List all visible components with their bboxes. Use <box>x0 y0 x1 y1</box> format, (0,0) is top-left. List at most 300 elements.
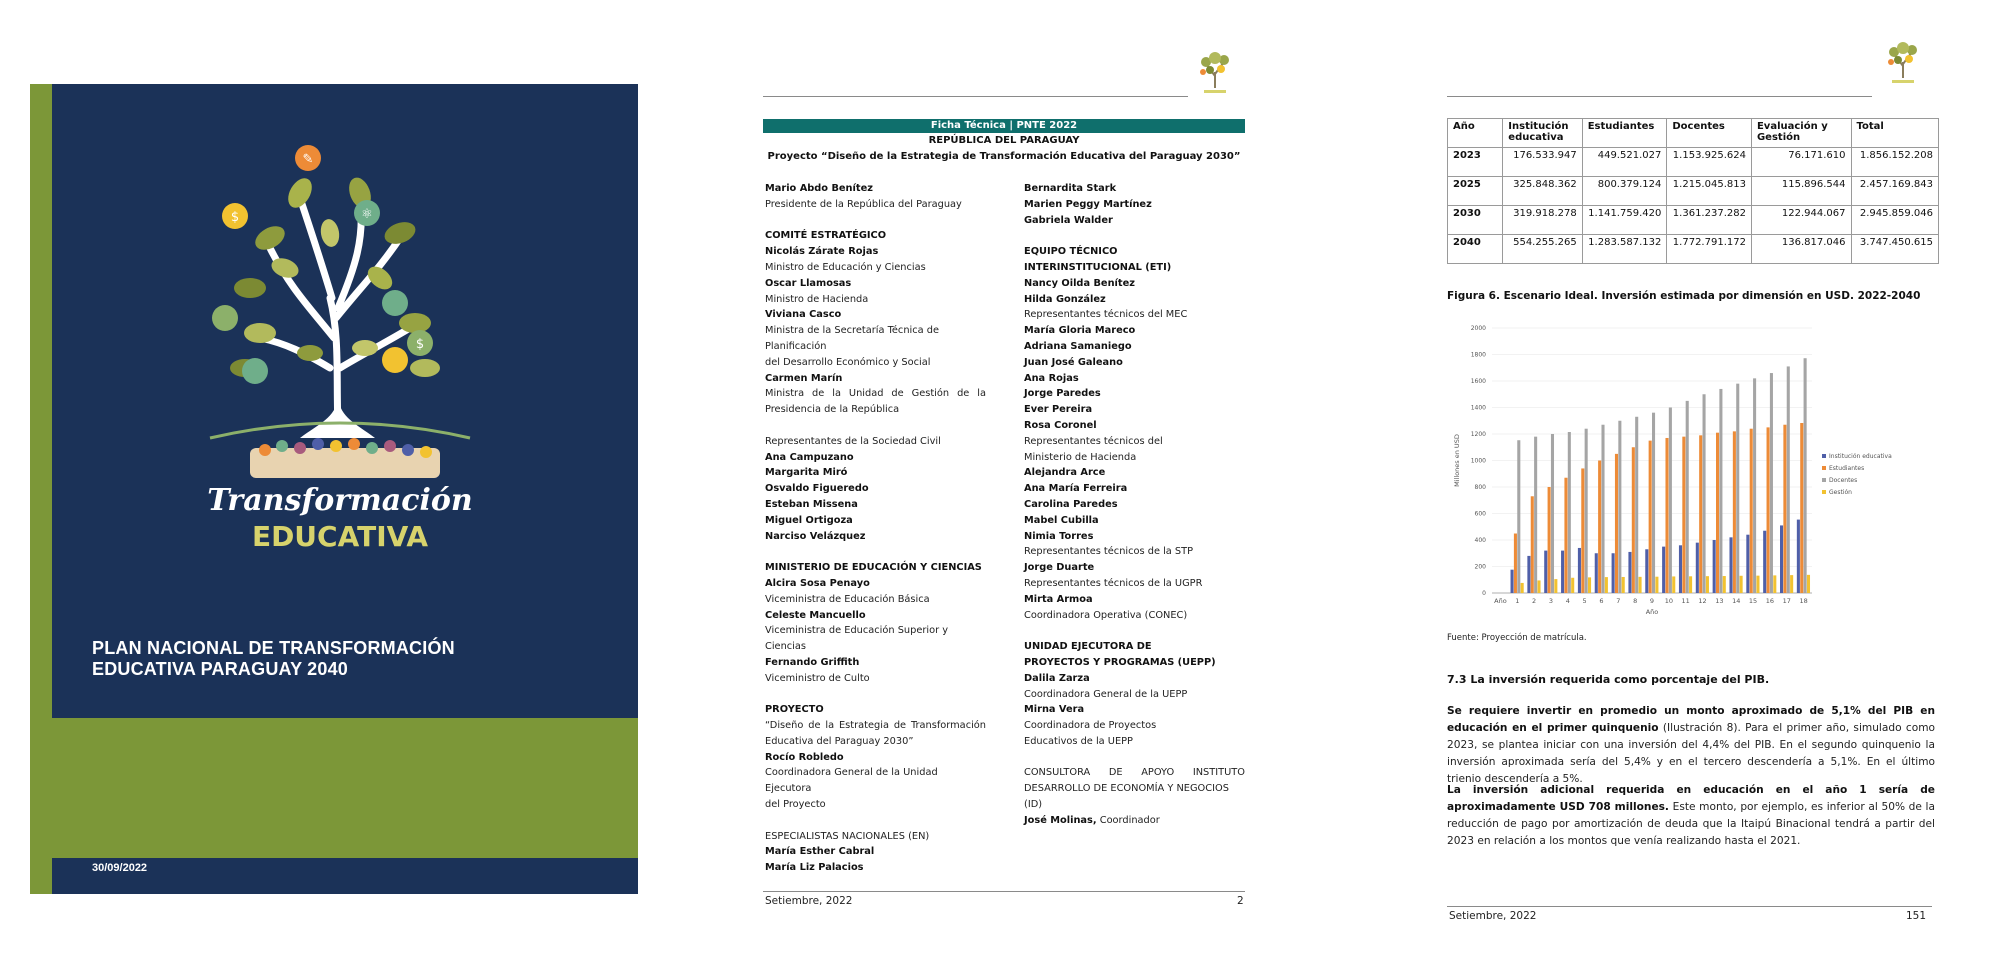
credits-left-column <box>765 181 986 876</box>
teacher-icon <box>212 305 238 331</box>
credit-text: EQUIPO TÉCNICO <box>1024 246 1118 258</box>
paragraph-additional-bold: La inversión adicional requerida en educación en el año 1 sería de aproximadamente USD 708 millones. <box>1447 784 1935 813</box>
x-tick-label: 18 <box>1799 597 1808 605</box>
footer-date: Setiembre, 2022 <box>765 895 853 907</box>
bar <box>1719 389 1722 593</box>
credit-text: “Diseño de la Estrategia de Transformación <box>765 720 986 732</box>
credit-name <box>765 860 986 876</box>
credit-text: Dalila Zarza <box>1024 672 1090 684</box>
credit-suffix: Coordinador <box>1096 814 1160 826</box>
bar <box>1713 540 1716 593</box>
bar <box>1665 438 1668 593</box>
credit-text: María Esther Cabral <box>765 846 875 858</box>
credit-text: Gabriela Walder <box>1024 214 1113 226</box>
credit-text: Representantes de la Sociedad Civil <box>765 435 941 447</box>
y-tick-label: 800 <box>1474 484 1486 491</box>
legend-swatch <box>1822 490 1826 494</box>
y-tick-label: 1600 <box>1470 378 1486 385</box>
page-number: 151 <box>1906 910 1927 922</box>
credit-role <box>765 323 986 355</box>
bar <box>1746 535 1749 593</box>
credit-text: Carolina Paredes <box>1024 498 1118 510</box>
bar <box>1767 427 1770 593</box>
credit-text: Osvaldo Figueredo <box>765 483 869 495</box>
credit-text: Hilda González <box>1024 293 1106 305</box>
credit-role <box>1024 781 1245 813</box>
credit-text: Coordinadora General de la UEPP <box>1024 688 1188 700</box>
bar <box>1672 576 1675 593</box>
col-header: Año <box>1448 119 1503 148</box>
credit-name <box>765 560 986 576</box>
spacer <box>1024 228 1245 244</box>
credit-text: Representantes técnicos de la STP <box>1024 546 1194 558</box>
credit-text: Rocío Robledo <box>765 751 844 763</box>
col-header: Docentes <box>1667 119 1752 148</box>
republic-heading: REPÚBLICA DEL PARAGUAY <box>928 135 1080 146</box>
paragraph-pib-bold: Se requiere invertir en promedio un monto aproximado de 5,1% del PIB en educación en el primer quinquenio <box>1447 705 1935 734</box>
bar <box>1716 433 1719 593</box>
credit-text: Viviana Casco <box>765 309 842 321</box>
credit-text: del Proyecto <box>765 799 826 811</box>
bar <box>1581 468 1584 593</box>
bar <box>1706 576 1709 593</box>
value-cell: 1.141.759.420 <box>1582 206 1667 235</box>
credit-name <box>1024 244 1245 260</box>
credit-text: Ministro de Educación y Ciencias <box>765 261 926 273</box>
value-cell: 76.171.610 <box>1751 148 1851 177</box>
credit-name <box>1024 481 1245 497</box>
bar <box>1723 576 1726 593</box>
credit-text: Marien Peggy Martínez <box>1024 198 1152 210</box>
credit-text: Coordinadora de Proyectos <box>1024 720 1157 732</box>
spacer <box>1024 750 1245 766</box>
credit-text: Ministra de la Secretaría Técnica de Planificación <box>765 325 939 352</box>
credit-name <box>765 276 986 292</box>
legend-label: Gestión <box>1829 489 1852 496</box>
credit-name <box>765 181 986 197</box>
credit-name <box>765 228 986 244</box>
credit-text: Bernardita Stark <box>1024 183 1117 194</box>
credit-name <box>765 450 986 466</box>
bar <box>1679 545 1682 593</box>
year-cell: 2030 <box>1448 206 1503 235</box>
credit-name <box>1024 402 1245 418</box>
project-heading: Proyecto “Diseño de la Estrategia de Transformación Educativa del Paraguay 2030” <box>767 151 1241 162</box>
cover-title-line2: EDUCATIVA PARAGUAY 2040 <box>92 659 349 679</box>
value-cell: 1.856.152.208 <box>1851 148 1939 177</box>
credit-name <box>1024 323 1245 339</box>
bar <box>1733 431 1736 593</box>
bar <box>1649 441 1652 593</box>
credit-role <box>1024 576 1245 592</box>
bar <box>1686 401 1689 593</box>
bar <box>1511 570 1514 593</box>
credit-role <box>765 671 986 687</box>
credit-name <box>1024 197 1245 213</box>
logo-word-educativa: EDUCATIVA <box>251 520 429 553</box>
credit-name <box>1024 560 1245 576</box>
legend-swatch <box>1822 454 1826 458</box>
credit-role <box>765 734 986 750</box>
legend-label: Institución educativa <box>1829 453 1892 460</box>
bar <box>1753 378 1756 593</box>
credit-text: Rosa Coronel <box>1024 419 1097 431</box>
credit-text: Oscar Llamosas <box>765 277 852 289</box>
spacer <box>765 544 986 560</box>
credit-name <box>1024 671 1245 687</box>
value-cell: 3.747.450.615 <box>1851 235 1939 264</box>
credit-name <box>1024 181 1245 197</box>
header-logo-icon <box>1198 50 1232 98</box>
value-cell: 325.848.362 <box>1503 177 1582 206</box>
credit-name <box>765 465 986 481</box>
credit-name <box>765 702 986 718</box>
credit-text: Representantes técnicos del <box>1024 435 1163 447</box>
credit-name <box>1024 418 1245 434</box>
table-row <box>1448 206 1939 235</box>
bar <box>1655 577 1658 593</box>
x-tick-label: 8 <box>1633 597 1638 605</box>
bar <box>1612 553 1615 593</box>
credit-role <box>1024 608 1245 624</box>
paragraph-additional <box>1447 782 1935 850</box>
bar <box>1531 496 1534 593</box>
value-cell: 2.945.859.046 <box>1851 206 1939 235</box>
credit-name <box>765 655 986 671</box>
svg-text:$: $ <box>415 337 425 352</box>
credit-text: del Desarrollo Económico y Social <box>765 356 931 368</box>
x-tick-label: Año <box>1494 597 1507 605</box>
y-tick-label: 200 <box>1474 563 1486 571</box>
credit-text: Juan José Galeano <box>1024 356 1123 368</box>
value-cell: 1.215.045.813 <box>1667 177 1752 206</box>
x-tick-label: 4 <box>1565 597 1570 605</box>
bar <box>1605 577 1608 593</box>
credit-text: Coordinadora General de la Unidad Ejecutora <box>765 767 938 795</box>
bar <box>1783 425 1786 593</box>
credit-name <box>1024 639 1245 655</box>
bar <box>1588 577 1591 593</box>
value-cell: 176.533.947 <box>1503 148 1582 177</box>
bar <box>1790 575 1793 593</box>
bar <box>1534 437 1537 593</box>
credit-name <box>765 513 986 529</box>
credit-name <box>1024 339 1245 355</box>
credit-text: Narciso Velázquez <box>765 530 866 542</box>
credit-text: Viceministra de Educación Básica <box>765 593 930 605</box>
x-tick-label: 17 <box>1782 597 1791 605</box>
credit-text: Ministerio de Hacienda <box>1024 451 1137 463</box>
footer-date: Setiembre, 2022 <box>1449 910 1537 922</box>
people-group <box>250 438 440 478</box>
credit-text: Nimia Torres <box>1024 530 1094 542</box>
credit-text: Jorge Duarte <box>1024 562 1095 574</box>
bar <box>1639 577 1642 593</box>
value-cell: 115.896.544 <box>1751 177 1851 206</box>
credit-text: Ana María Ferreira <box>1024 483 1128 495</box>
credit-text: Nancy Oilda Benítez <box>1024 277 1135 289</box>
credit-text: Ana Campuzano <box>765 451 854 463</box>
bar <box>1618 421 1621 593</box>
credit-text: Esteban Missena <box>765 498 858 510</box>
credit-name <box>1024 592 1245 608</box>
value-cell: 122.944.067 <box>1751 206 1851 235</box>
header-rule <box>763 96 1188 97</box>
credit-role <box>1024 307 1245 323</box>
year-cell: 2023 <box>1448 148 1503 177</box>
bar <box>1521 583 1524 593</box>
credit-name <box>765 497 986 513</box>
credit-role <box>1024 765 1245 781</box>
legend-label: Docentes <box>1829 477 1858 484</box>
x-tick-label: 14 <box>1732 597 1741 605</box>
credit-name <box>1024 355 1245 371</box>
credit-name <box>1024 497 1245 513</box>
credit-text: Jorge Paredes <box>1024 388 1101 400</box>
bar <box>1696 543 1699 593</box>
credit-name <box>1024 292 1245 308</box>
bar <box>1628 552 1631 593</box>
spacer <box>765 213 986 229</box>
credit-name <box>1024 276 1245 292</box>
x-tick-label: 1 <box>1515 597 1520 605</box>
bar <box>1800 423 1803 593</box>
credits-right-column <box>1024 181 1245 829</box>
credit-text: María Gloria Mareco <box>1024 325 1136 337</box>
credit-role <box>1024 734 1245 750</box>
bar <box>1780 525 1783 593</box>
credit-role <box>765 623 986 655</box>
credit-text: PROYECTOS Y PROGRAMAS (UEPP) <box>1024 656 1216 668</box>
credit-role <box>765 386 986 402</box>
bar <box>1517 440 1520 593</box>
credit-text: Alejandra Arce <box>1024 467 1106 479</box>
bar <box>1807 575 1810 593</box>
credit-name <box>765 529 986 545</box>
credit-text: CONSULTORA DE APOYO INSTITUTO <box>1024 767 1245 779</box>
x-tick-label: 5 <box>1582 597 1587 605</box>
cover-green-band <box>52 718 638 858</box>
bar <box>1601 425 1604 593</box>
col-header: Total <box>1851 119 1939 148</box>
credit-role <box>765 402 986 418</box>
y-tick-label: 2000 <box>1470 325 1486 332</box>
header-logo-icon <box>1886 40 1920 88</box>
credit-text: Representantes técnicos de la UGPR <box>1024 577 1203 589</box>
credit-text: Viceministra de Educación Superior y Ciencias <box>765 625 949 653</box>
bar <box>1598 461 1601 594</box>
credit-text: Educativos de la UEPP <box>1024 735 1133 747</box>
transformacion-educativa-logo <box>190 138 490 558</box>
y-tick-label: 1000 <box>1470 457 1486 465</box>
credit-name <box>1024 260 1245 276</box>
credit-text: Representantes técnicos del MEC <box>1024 309 1188 321</box>
y-tick-label: 400 <box>1474 537 1486 544</box>
investment-table <box>1447 118 1939 264</box>
credit-text: Coordinadora Operativa (CONEC) <box>1024 609 1188 621</box>
cover-page[interactable] <box>0 18 668 958</box>
credit-role <box>765 260 986 276</box>
y-tick-label: 600 <box>1474 510 1486 518</box>
credit-text: Fernando Griffith <box>765 656 860 668</box>
value-cell: 1.283.587.132 <box>1582 235 1667 264</box>
y-tick-label: 1800 <box>1470 351 1486 359</box>
bar <box>1564 478 1567 593</box>
logo-word-transformacion: Transformación <box>207 483 473 518</box>
spacer <box>765 687 986 703</box>
credit-name <box>1024 529 1245 545</box>
section-title: 7.3 La inversión requerida como porcentaje del PIB. <box>1447 673 1770 686</box>
value-cell: 136.817.046 <box>1751 235 1851 264</box>
col-header: Estudiantes <box>1582 119 1667 148</box>
cover-date: 30/09/2022 <box>92 862 148 874</box>
credit-name <box>765 608 986 624</box>
bar <box>1797 520 1800 593</box>
credit-name <box>1024 513 1245 529</box>
table-row <box>1448 235 1939 264</box>
investment-bar-chart <box>1447 318 1927 623</box>
bar <box>1615 454 1618 593</box>
credit-name <box>765 750 986 766</box>
x-axis-label: Año <box>1645 608 1659 616</box>
bar <box>1595 553 1598 593</box>
credit-text: María Liz Palacios <box>765 862 864 874</box>
table-header-row <box>1448 119 1939 148</box>
credit-text: Margarita Miró <box>765 467 848 479</box>
credit-name <box>1024 655 1245 671</box>
credit-text: Mario Abdo Benítez <box>765 183 873 194</box>
credit-name <box>765 576 986 592</box>
bar <box>1699 435 1702 593</box>
bar <box>1571 578 1574 593</box>
credit-name <box>1024 386 1245 402</box>
bar <box>1514 534 1517 593</box>
bar <box>1669 408 1672 594</box>
header-rule <box>1447 96 1872 97</box>
y-tick-label: 1200 <box>1470 431 1486 438</box>
table-row <box>1448 148 1939 177</box>
bar <box>1703 394 1706 593</box>
col-header: Institución educativa <box>1503 119 1582 148</box>
credit-name <box>1024 213 1245 229</box>
credit-text: Carmen Marín <box>765 372 843 384</box>
credit-text: Viceministro de Culto <box>765 672 870 684</box>
credit-text: Miguel Ortigoza <box>765 514 853 526</box>
people-icon <box>242 358 268 384</box>
credit-name <box>1024 465 1245 481</box>
credit-text: Celeste Mancuello <box>765 609 866 621</box>
bar <box>1544 551 1547 593</box>
bar <box>1635 417 1638 593</box>
credit-text: Ministra de la Unidad de Gestión de la <box>765 388 986 400</box>
credit-text: Mirna Vera <box>1024 704 1085 716</box>
spacer <box>765 418 986 434</box>
bar <box>1548 487 1551 593</box>
credit-role <box>765 797 986 813</box>
value-cell: 1.772.791.172 <box>1667 235 1752 264</box>
bar <box>1561 551 1564 593</box>
legend-swatch <box>1822 478 1826 482</box>
legend-label: Estudiantes <box>1829 465 1865 472</box>
x-tick-label: 7 <box>1616 597 1621 605</box>
x-tick-label: 15 <box>1748 597 1758 605</box>
bar <box>1554 579 1557 593</box>
bar <box>1689 576 1692 593</box>
bar <box>1682 437 1685 593</box>
credit-role <box>765 292 986 308</box>
bar <box>1645 549 1648 593</box>
x-tick-label: 16 <box>1765 597 1775 605</box>
credit-text: PROYECTO <box>765 704 824 716</box>
x-tick-label: 11 <box>1681 597 1690 605</box>
credit-name <box>765 481 986 497</box>
bar <box>1662 547 1665 593</box>
bar <box>1804 358 1807 593</box>
paragraph-pib <box>1447 703 1935 788</box>
table-row <box>1448 177 1939 206</box>
footer-rule <box>763 891 1245 892</box>
credit-text: MINISTERIO DE EDUCACIÓN Y CIENCIAS <box>765 562 982 574</box>
y-tick-label: 1400 <box>1470 404 1486 412</box>
credit-text: Mirta Armoa <box>1024 593 1093 605</box>
x-tick-label: 9 <box>1649 597 1655 605</box>
bar <box>1551 434 1554 593</box>
credit-text: Alcira Sosa Penayo <box>765 577 870 589</box>
bar <box>1537 580 1540 593</box>
bar <box>1750 429 1753 593</box>
page-number: 2 <box>1237 895 1244 907</box>
value-cell: 319.918.278 <box>1503 206 1582 235</box>
footer-rule <box>1447 906 1932 907</box>
bar <box>1585 429 1588 593</box>
x-tick-label: 12 <box>1698 597 1707 605</box>
spacer <box>765 813 986 829</box>
credit-name <box>1024 371 1245 387</box>
x-tick-label: 6 <box>1599 597 1604 605</box>
credit-text: ESPECIALISTAS NACIONALES (EN) <box>765 830 930 842</box>
credit-text: Mabel Cubilla <box>1024 514 1099 526</box>
figure-source: Fuente: Proyección de matrícula. <box>1447 633 1587 643</box>
spacer <box>1024 623 1245 639</box>
credit-role <box>1024 450 1245 466</box>
svg-text:$: $ <box>230 210 240 225</box>
credit-role <box>1024 718 1245 734</box>
x-tick-label: 3 <box>1548 597 1554 605</box>
x-tick-label: 10 <box>1664 597 1673 605</box>
credit-name <box>1024 702 1245 718</box>
legend-swatch <box>1822 466 1826 470</box>
credit-text: Ever Pereira <box>1024 404 1093 416</box>
bar <box>1568 432 1571 593</box>
credit-role <box>1024 544 1245 560</box>
bar <box>1740 576 1743 593</box>
y-axis-label: Millones en USD <box>1453 434 1461 487</box>
credit-text: Educativa del Paraguay 2030” <box>765 735 914 747</box>
col-header: Evaluación y Gestión <box>1751 119 1851 148</box>
bar <box>1652 413 1655 593</box>
y-tick-label: 0 <box>1482 590 1486 597</box>
credit-name <box>1024 813 1245 829</box>
credit-name <box>765 371 986 387</box>
credit-name <box>765 307 986 323</box>
value-cell: 1.361.237.282 <box>1667 206 1752 235</box>
chart-icon <box>382 347 408 373</box>
credit-text: Adriana Samaniego <box>1024 340 1132 352</box>
credit-text: DESARROLLO DE ECONOMÍA Y NEGOCIOS (ID) <box>1024 783 1229 811</box>
bar <box>1770 373 1773 593</box>
bar <box>1527 556 1530 593</box>
credit-role <box>765 197 986 213</box>
